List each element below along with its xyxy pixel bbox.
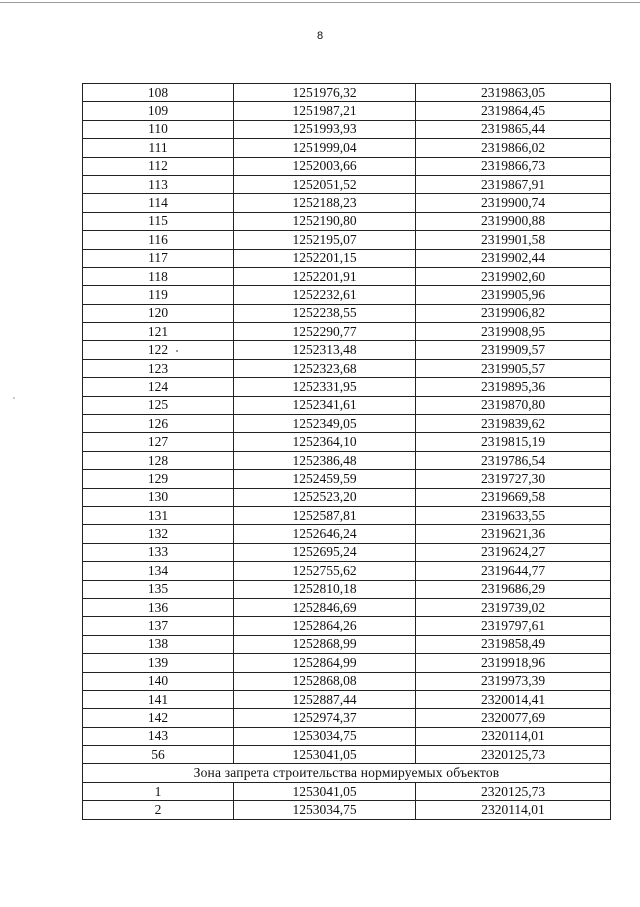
y-coordinate-cell: 2319797,61 xyxy=(416,617,611,635)
table-row xyxy=(83,157,611,175)
x-coordinate-cell: 1252201,91 xyxy=(234,267,416,285)
x-coordinate-cell: 1252646,24 xyxy=(234,525,416,543)
x-coordinate-cell: 1252003,66 xyxy=(234,157,416,175)
table-row xyxy=(83,194,611,212)
y-coordinate-cell: 2319905,57 xyxy=(416,359,611,377)
point-number-cell: 1 xyxy=(83,782,234,800)
y-coordinate-cell: 2319865,44 xyxy=(416,120,611,138)
y-coordinate-cell: 2319786,54 xyxy=(416,451,611,469)
point-number-cell: 113 xyxy=(83,175,234,193)
x-coordinate-cell: 1252364,10 xyxy=(234,433,416,451)
point-number-cell: 108 xyxy=(83,84,234,102)
x-coordinate-cell: 1252864,26 xyxy=(234,617,416,635)
point-number-cell: 109 xyxy=(83,102,234,120)
point-number-cell: 129 xyxy=(83,470,234,488)
y-coordinate-cell: 2319669,58 xyxy=(416,488,611,506)
x-coordinate-cell: 1252868,08 xyxy=(234,672,416,690)
point-number-cell: 143 xyxy=(83,727,234,745)
table-row xyxy=(83,231,611,249)
point-number-cell: 119 xyxy=(83,286,234,304)
x-coordinate-cell: 1252188,23 xyxy=(234,194,416,212)
table-row xyxy=(83,562,611,580)
table-row xyxy=(83,378,611,396)
coordinates-table-body xyxy=(83,84,611,820)
point-number-cell: 123 xyxy=(83,359,234,377)
table-row xyxy=(83,212,611,230)
point-number-cell: 125 xyxy=(83,396,234,414)
point-number-cell: 139 xyxy=(83,654,234,672)
point-number-cell: 124 xyxy=(83,378,234,396)
y-coordinate-cell: 2319866,02 xyxy=(416,139,611,157)
table-row xyxy=(83,84,611,102)
table-row xyxy=(83,323,611,341)
section-title: Зона запрета строительства нормируемых объектов xyxy=(83,764,611,782)
point-number-cell: 140 xyxy=(83,672,234,690)
point-number-cell: 121 xyxy=(83,323,234,341)
y-coordinate-cell: 2319624,27 xyxy=(416,543,611,561)
y-coordinate-cell: 2319839,62 xyxy=(416,415,611,433)
table-row xyxy=(83,525,611,543)
y-coordinate-cell: 2319686,29 xyxy=(416,580,611,598)
point-number-cell: 114 xyxy=(83,194,234,212)
table-row xyxy=(83,727,611,745)
page-number: 8 xyxy=(316,30,324,42)
table-row xyxy=(83,690,611,708)
y-coordinate-cell: 2319858,49 xyxy=(416,635,611,653)
point-number-cell: 130 xyxy=(83,488,234,506)
x-coordinate-cell: 1252386,48 xyxy=(234,451,416,469)
table-row xyxy=(83,286,611,304)
point-number-cell: 115 xyxy=(83,212,234,230)
point-number-cell: 133 xyxy=(83,543,234,561)
x-coordinate-cell: 1252810,18 xyxy=(234,580,416,598)
table-row xyxy=(83,249,611,267)
point-number-cell: 116 xyxy=(83,231,234,249)
point-number-cell: 136 xyxy=(83,598,234,616)
y-coordinate-cell: 2319973,39 xyxy=(416,672,611,690)
table-row xyxy=(83,341,611,359)
point-number-cell: 117 xyxy=(83,249,234,267)
table-row xyxy=(83,396,611,414)
x-coordinate-cell: 1252201,15 xyxy=(234,249,416,267)
y-coordinate-cell: 2320077,69 xyxy=(416,709,611,727)
point-number-cell: 112 xyxy=(83,157,234,175)
y-coordinate-cell: 2319906,82 xyxy=(416,304,611,322)
x-coordinate-cell: 1252313,48 xyxy=(234,341,416,359)
y-coordinate-cell: 2319633,55 xyxy=(416,506,611,524)
table-row xyxy=(83,782,611,800)
coordinates-table xyxy=(82,83,611,820)
point-number-cell: 134 xyxy=(83,562,234,580)
table-row xyxy=(83,654,611,672)
y-coordinate-cell: 2319895,36 xyxy=(416,378,611,396)
point-number-cell: 138 xyxy=(83,635,234,653)
table-row xyxy=(83,488,611,506)
x-coordinate-cell: 1252864,99 xyxy=(234,654,416,672)
x-coordinate-cell: 1252459,59 xyxy=(234,470,416,488)
y-coordinate-cell: 2320125,73 xyxy=(416,746,611,764)
y-coordinate-cell: 2320014,41 xyxy=(416,690,611,708)
y-coordinate-cell: 2319902,60 xyxy=(416,267,611,285)
x-coordinate-cell: 1252868,99 xyxy=(234,635,416,653)
scan-speck xyxy=(13,397,15,399)
point-number-cell: 141 xyxy=(83,690,234,708)
y-coordinate-cell: 2319909,57 xyxy=(416,341,611,359)
y-coordinate-cell: 2320114,01 xyxy=(416,801,611,819)
point-number-cell: 122 xyxy=(83,341,234,359)
x-coordinate-cell: 1252190,80 xyxy=(234,212,416,230)
table-row xyxy=(83,506,611,524)
table-row xyxy=(83,543,611,561)
table-row xyxy=(83,580,611,598)
section-header-row xyxy=(83,764,611,782)
table-row xyxy=(83,359,611,377)
point-number-cell: 110 xyxy=(83,120,234,138)
y-coordinate-cell: 2319900,74 xyxy=(416,194,611,212)
x-coordinate-cell: 1251987,21 xyxy=(234,102,416,120)
x-coordinate-cell: 1252846,69 xyxy=(234,598,416,616)
y-coordinate-cell: 2319867,91 xyxy=(416,175,611,193)
point-number-cell: 127 xyxy=(83,433,234,451)
point-number-cell: 135 xyxy=(83,580,234,598)
x-coordinate-cell: 1251993,93 xyxy=(234,120,416,138)
scan-top-edge xyxy=(0,2,640,3)
y-coordinate-cell: 2319863,05 xyxy=(416,84,611,102)
table-row xyxy=(83,304,611,322)
x-coordinate-cell: 1251999,04 xyxy=(234,139,416,157)
y-coordinate-cell: 2319621,36 xyxy=(416,525,611,543)
x-coordinate-cell: 1252323,68 xyxy=(234,359,416,377)
table-row xyxy=(83,635,611,653)
point-number-cell: 131 xyxy=(83,506,234,524)
y-coordinate-cell: 2319864,45 xyxy=(416,102,611,120)
point-number-cell: 118 xyxy=(83,267,234,285)
y-coordinate-cell: 2319918,96 xyxy=(416,654,611,672)
y-coordinate-cell: 2319905,96 xyxy=(416,286,611,304)
table-row xyxy=(83,267,611,285)
table-row xyxy=(83,672,611,690)
x-coordinate-cell: 1253034,75 xyxy=(234,727,416,745)
table-row xyxy=(83,617,611,635)
x-coordinate-cell: 1252523,20 xyxy=(234,488,416,506)
point-number-cell: 56 xyxy=(83,746,234,764)
x-coordinate-cell: 1253034,75 xyxy=(234,801,416,819)
x-coordinate-cell: 1252587,81 xyxy=(234,506,416,524)
table-row xyxy=(83,102,611,120)
table-row xyxy=(83,709,611,727)
x-coordinate-cell: 1252238,55 xyxy=(234,304,416,322)
x-coordinate-cell: 1252887,44 xyxy=(234,690,416,708)
x-coordinate-cell: 1251976,32 xyxy=(234,84,416,102)
table-row xyxy=(83,801,611,819)
y-coordinate-cell: 2319900,88 xyxy=(416,212,611,230)
point-number-cell: 142 xyxy=(83,709,234,727)
point-number-cell: 120 xyxy=(83,304,234,322)
y-coordinate-cell: 2319739,02 xyxy=(416,598,611,616)
y-coordinate-cell: 2319908,95 xyxy=(416,323,611,341)
x-coordinate-cell: 1252695,24 xyxy=(234,543,416,561)
point-number-cell: 111 xyxy=(83,139,234,157)
x-coordinate-cell: 1253041,05 xyxy=(234,782,416,800)
point-number-cell: 2 xyxy=(83,801,234,819)
table-row xyxy=(83,415,611,433)
point-number-cell: 126 xyxy=(83,415,234,433)
x-coordinate-cell: 1252974,37 xyxy=(234,709,416,727)
x-coordinate-cell: 1252290,77 xyxy=(234,323,416,341)
y-coordinate-cell: 2319866,73 xyxy=(416,157,611,175)
y-coordinate-cell: 2319815,19 xyxy=(416,433,611,451)
scan-speck xyxy=(176,350,178,352)
x-coordinate-cell: 1252349,05 xyxy=(234,415,416,433)
x-coordinate-cell: 1253041,05 xyxy=(234,746,416,764)
x-coordinate-cell: 1252232,61 xyxy=(234,286,416,304)
x-coordinate-cell: 1252051,52 xyxy=(234,175,416,193)
table-row xyxy=(83,451,611,469)
point-number-cell: 128 xyxy=(83,451,234,469)
y-coordinate-cell: 2320125,73 xyxy=(416,782,611,800)
x-coordinate-cell: 1252195,07 xyxy=(234,231,416,249)
table-row xyxy=(83,746,611,764)
table-row xyxy=(83,175,611,193)
x-coordinate-cell: 1252341,61 xyxy=(234,396,416,414)
y-coordinate-cell: 2319727,30 xyxy=(416,470,611,488)
x-coordinate-cell: 1252755,62 xyxy=(234,562,416,580)
table-row xyxy=(83,139,611,157)
y-coordinate-cell: 2319644,77 xyxy=(416,562,611,580)
y-coordinate-cell: 2319902,44 xyxy=(416,249,611,267)
table-row xyxy=(83,470,611,488)
y-coordinate-cell: 2319870,80 xyxy=(416,396,611,414)
point-number-cell: 137 xyxy=(83,617,234,635)
table-row xyxy=(83,433,611,451)
table-row xyxy=(83,598,611,616)
table-row xyxy=(83,120,611,138)
y-coordinate-cell: 2319901,58 xyxy=(416,231,611,249)
point-number-cell: 132 xyxy=(83,525,234,543)
x-coordinate-cell: 1252331,95 xyxy=(234,378,416,396)
y-coordinate-cell: 2320114,01 xyxy=(416,727,611,745)
